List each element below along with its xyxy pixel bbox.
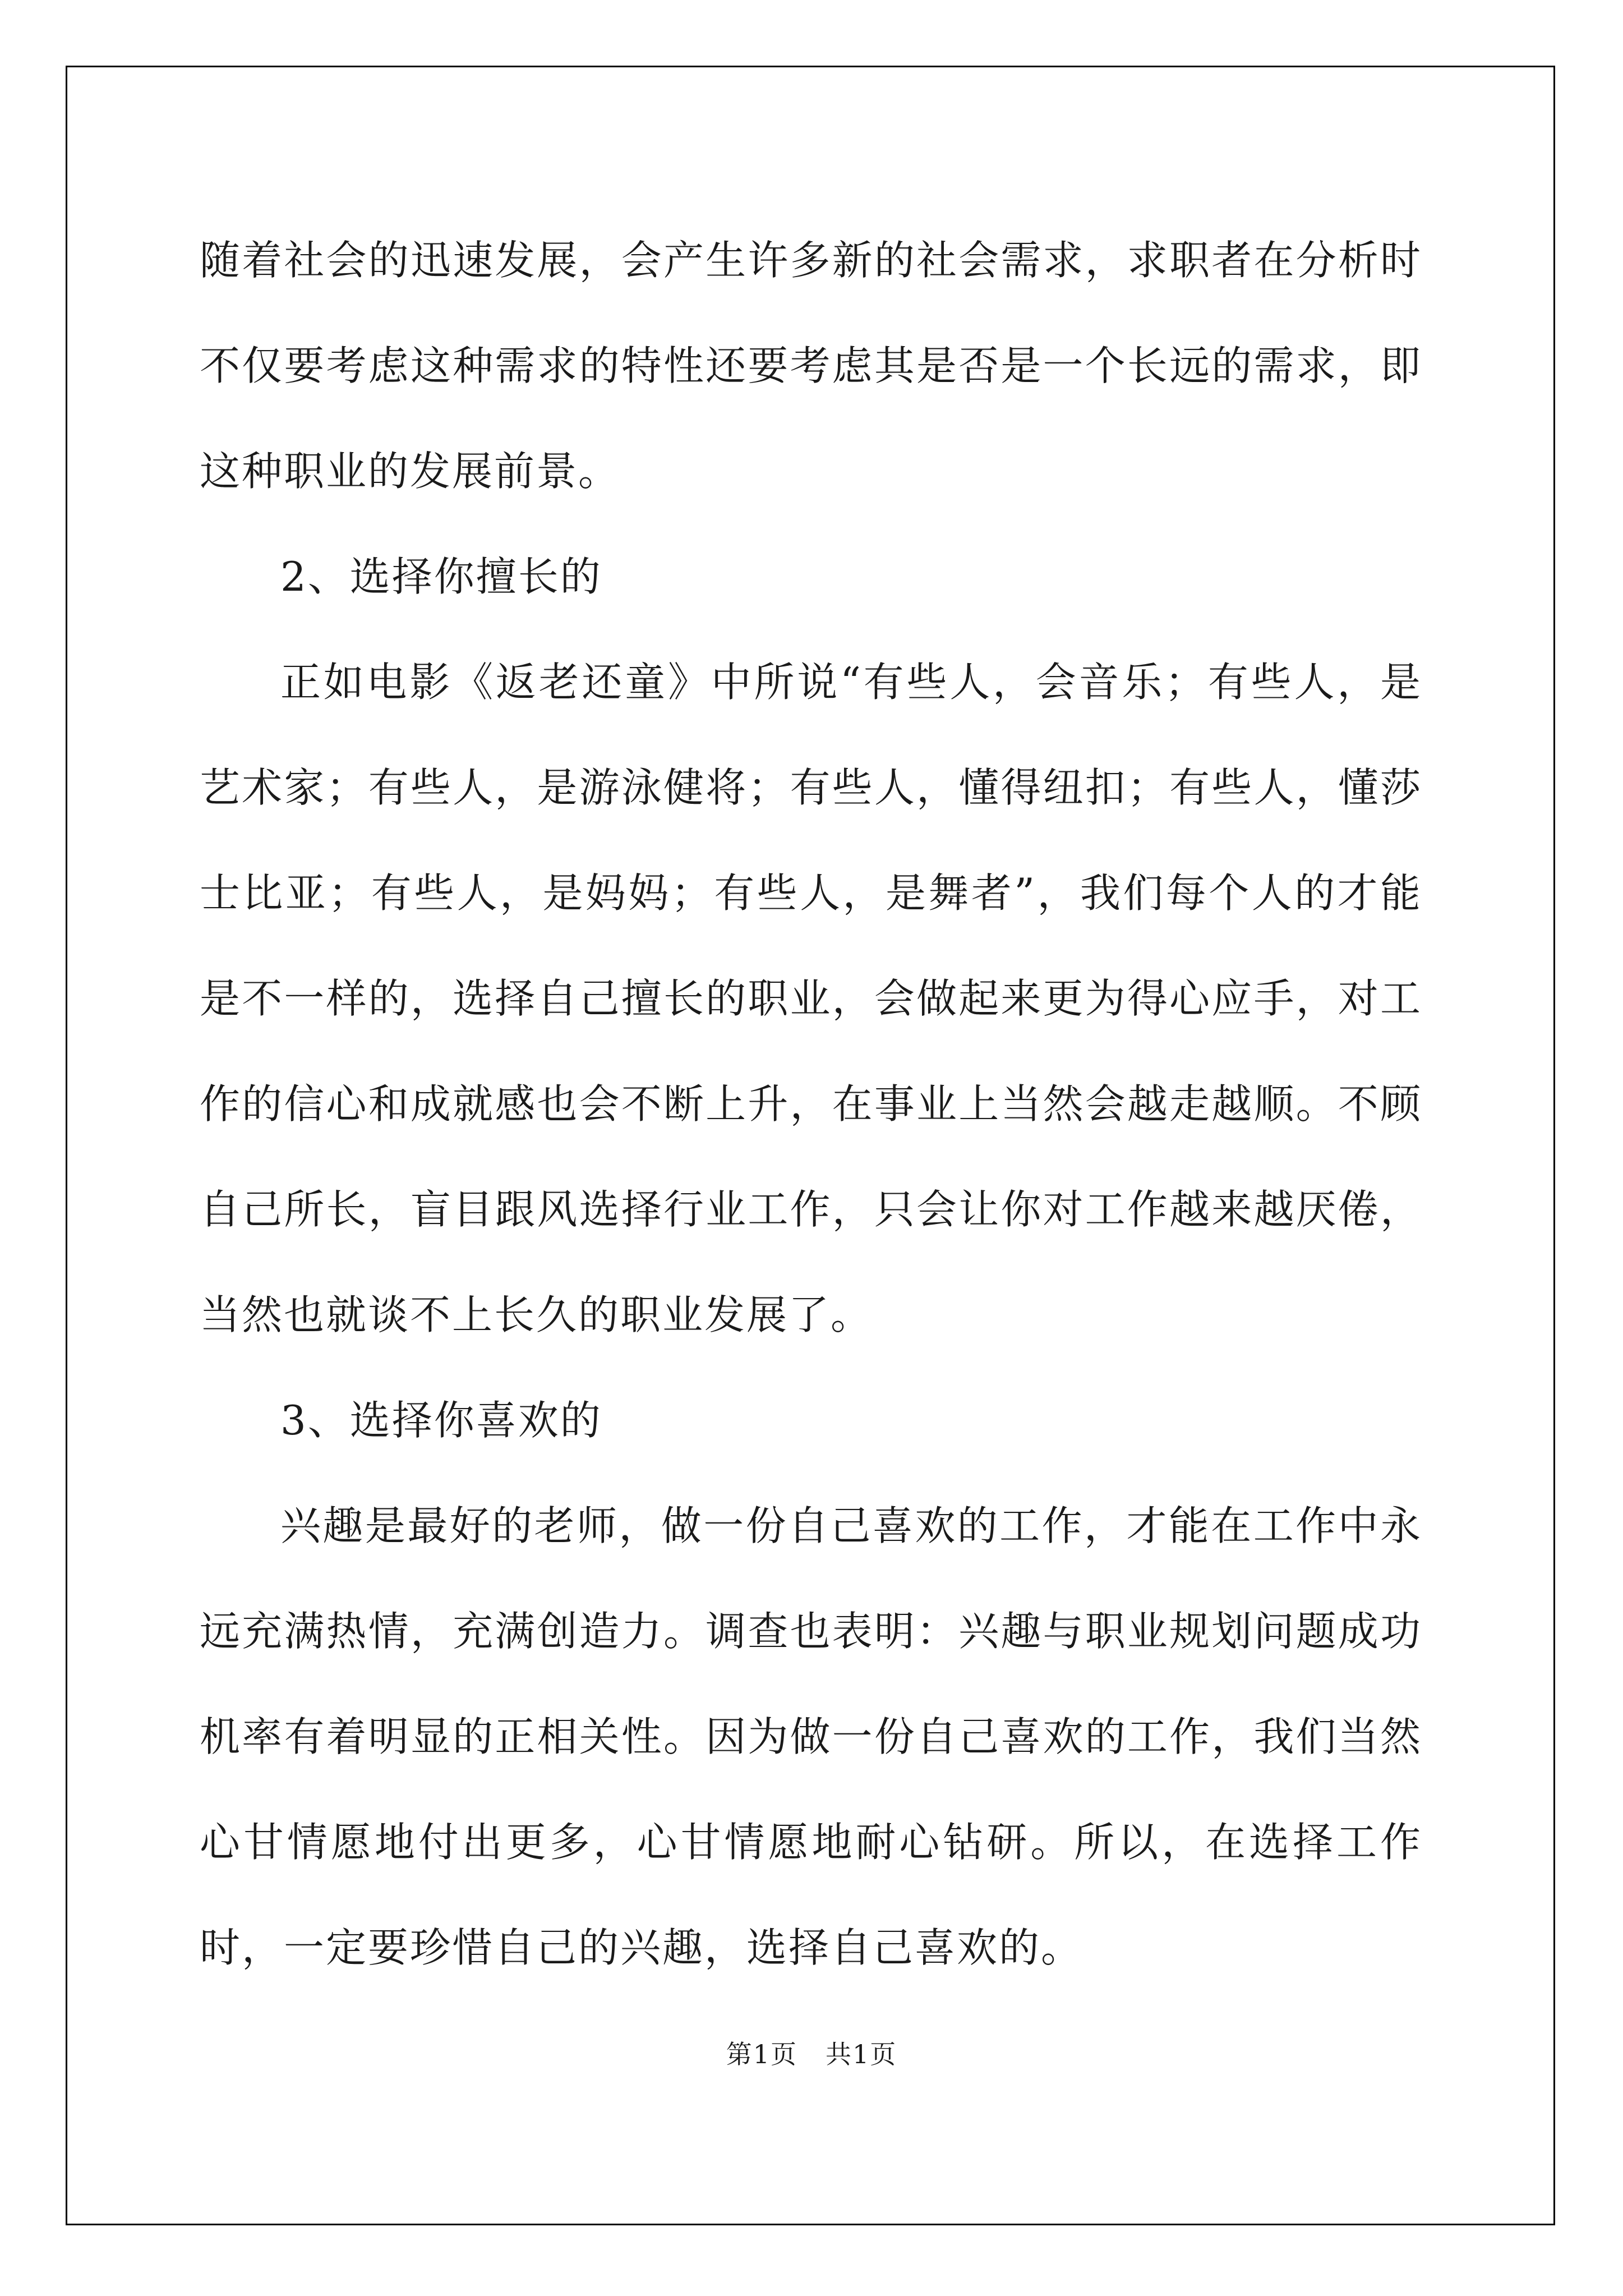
- paragraph-section-3: 兴趣是最好的老师，做一份自己喜欢的工作，才能在工作中永远充满热情，充满创造力。调查也表明：兴趣与职业规划问题成功机率有着明显的正相关性。因为做一份自己喜欢的工作，我们当然心甘情愿地付出更多，心甘情愿地耐心钻研。所以，在选择工作时，一定要珍惜自己的兴趣，选择自己喜欢的。: [200, 1502, 1422, 1971]
- page-number: 第1页: [726, 2039, 797, 2069]
- page-footer: [0, 2034, 1623, 2071]
- paragraph-intro: 随着社会的迅速发展，会产生许多新的社会需求，求职者在分析时不仅要考虑这种需求的特性还要考虑其是否是一个长远的需求，即这种职业的发展前景。: [200, 237, 1422, 495]
- section-heading-3: 3、选择你喜欢的: [280, 1397, 602, 1444]
- page-total: 共1页: [826, 2039, 897, 2069]
- paragraph-section-2: 正如电影《返老还童》中所说“有些人，会音乐；有些人，是艺术家；有些人，是游泳健将；有些人，懂得纽扣；有些人，懂莎士比亚；有些人，是妈妈；有些人，是舞者”，我们每个人的才能是不一样的，选择自己擅长的职业，会做起来更为得心应手，对工作的信心和成就感也会不断上升，在事业上当然会越走越顺。不顾自己所长，盲目跟风选择行业工作，只会让你对工作越来越厌倦，当然也就谈不上长久的职业发展了。: [200, 659, 1422, 1338]
- document-body: [200, 208, 1422, 2000]
- section-heading-2: 2、选择你擅长的: [280, 553, 602, 600]
